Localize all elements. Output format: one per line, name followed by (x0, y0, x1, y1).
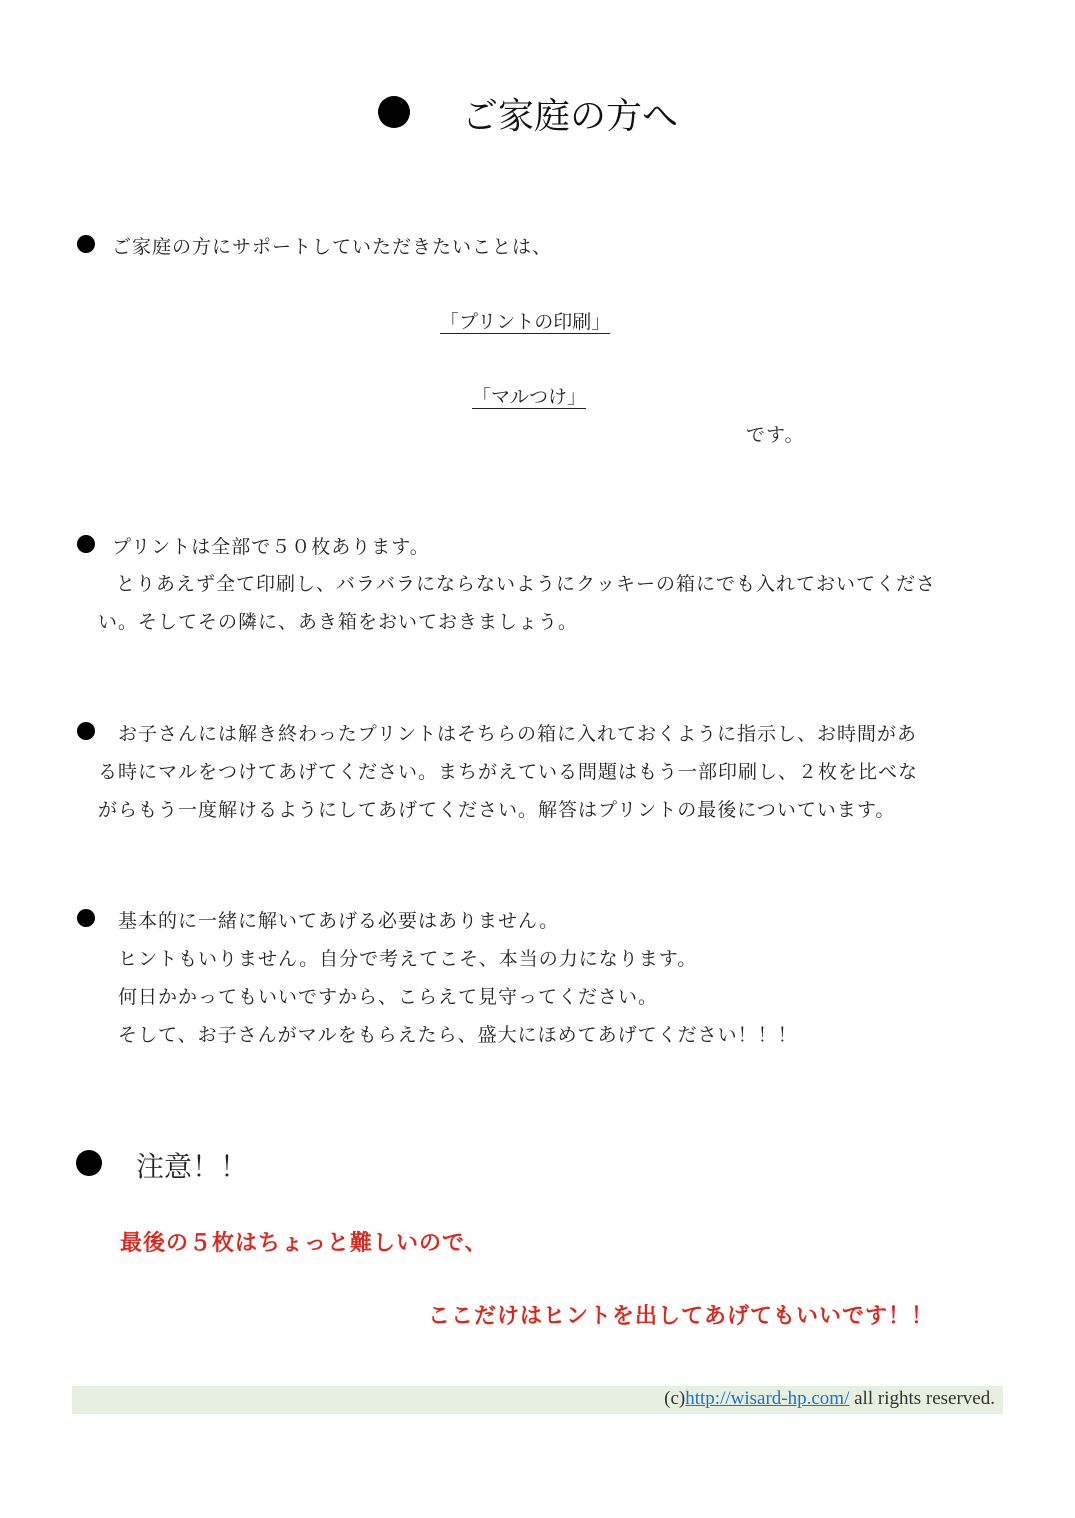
section4-line3: 何日かかってもいいですから、こらえて見守ってください。 (118, 986, 659, 1008)
section3-line2: る時にマルをつけてあげてください。まちがえている問題はもう一部印刷し、２枚を比べな (98, 761, 919, 783)
section1-item-marking: 「マルつけ」 (472, 386, 587, 408)
copyright-notice (664, 1388, 995, 1410)
copyright-suffix: all rights reserved. (849, 1388, 995, 1409)
section2-line2: とりあえず全て印刷し、バラバラにならないようにクッキーの箱にでも入れておいてくださ (116, 573, 937, 595)
section4-bullet-icon (77, 909, 95, 927)
section3-bullet-icon (77, 722, 95, 740)
footer-bar (72, 1386, 1003, 1414)
caution-bullet-icon (76, 1150, 102, 1176)
caution-heading: 注意！！ (136, 1150, 249, 1183)
copyright-prefix: (c) (664, 1388, 686, 1409)
section1-tail: です。 (746, 424, 805, 446)
section4-line4: そして、お子さんがマルをもらえたら、盛大にほめてあげてください！！！ (118, 1024, 798, 1046)
section3-line3: がらもう一度解けるようにしてあげてください。解答はプリントの最後についています。 (98, 799, 896, 821)
section2-line3: い。そしてその隣に、あき箱をおいておきましょう。 (98, 611, 579, 633)
section2-bullet-icon (77, 535, 95, 553)
section4-line1: 基本的に一緒に解いてあげる必要はありません。 (118, 910, 560, 932)
site-link[interactable]: http://wisard-hp.com/ (685, 1388, 850, 1409)
caution-line1: 最後の５枚はちょっと難しいので、 (120, 1231, 488, 1256)
title-bullet-icon (378, 96, 410, 128)
section1-line1: ご家庭の方にサポートしていただきたいことは、 (112, 236, 553, 258)
caution-line2: ここだけはヒントを出してあげてもいいです！！ (428, 1304, 935, 1329)
section1-item-print: 「プリントの印刷」 (440, 311, 611, 333)
section1-bullet-icon (77, 235, 95, 253)
page-title: ご家庭の方へ (462, 96, 679, 137)
section3-line1: お子さんには解き終わったプリントはそちらの箱に入れておくように指示し、お時間があ (118, 723, 918, 745)
section2-line1: プリントは全部で５０枚あります。 (112, 536, 430, 558)
section4-line2: ヒントもいりません。自分で考えてこそ、本当の力になります。 (118, 948, 698, 970)
